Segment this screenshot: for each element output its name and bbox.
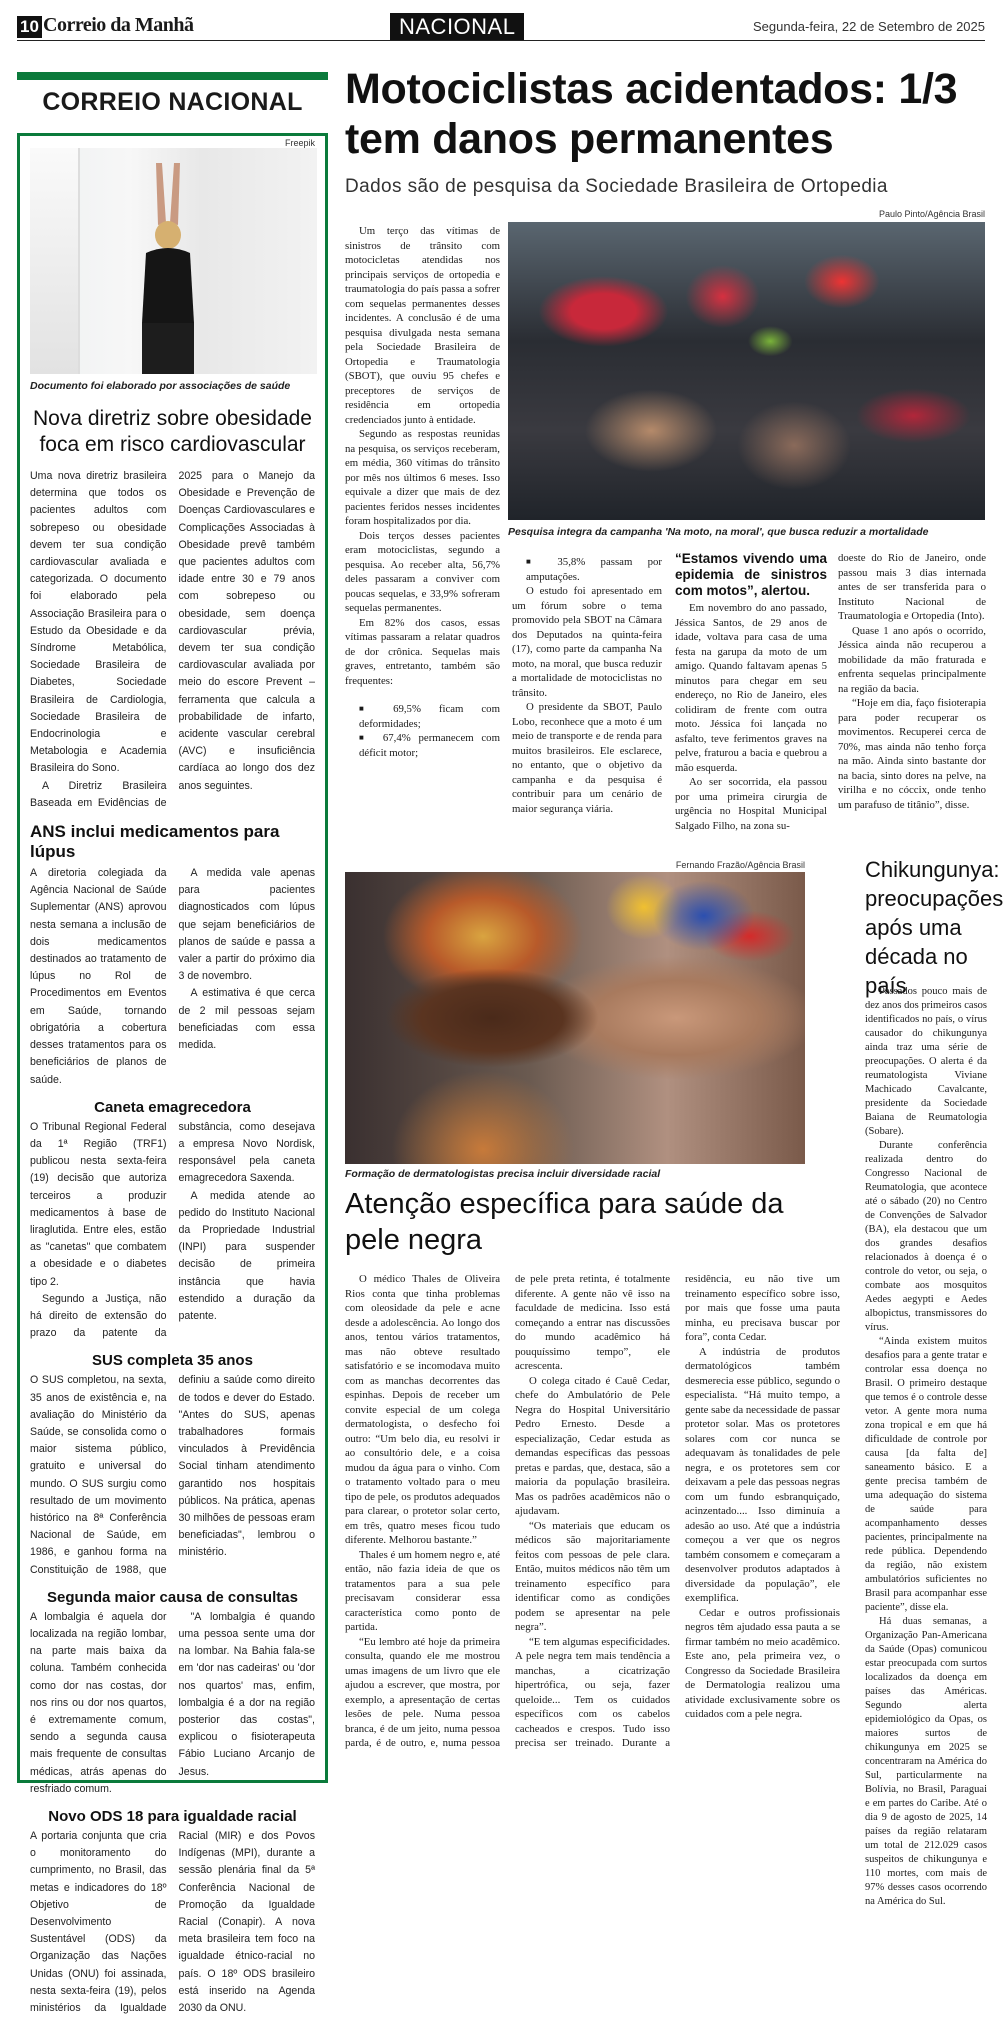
paragraph: Segundo a Justiça, não há direito de extensão do prazo da patente da substância, como desejava a empresa Novo Nordisk, responsável pela caneta emagrecedora Saxenda. — [30, 1120, 315, 1340]
paragraph: O presidente da SBOT, Paulo Lobo, reconhece que a moto é um meio de transporte e de renda para muitos brasileiros. Ele esclarece, no entanto, que o objetivo da campanha e da pesquisa é contribuir para um cenário de maior segurança viária. — [512, 701, 662, 815]
photo-credit: Fernando Frazão/Agência Brasil — [675, 860, 805, 870]
article-title: Novo ODS 18 para igualdade racial — [48, 1808, 297, 1826]
main-headline: Motociclistas acidentados: 1/3 tem danos permanentes — [345, 65, 958, 163]
paragraph: “Ainda existem muitos desafios para a gente tratar e controlar essa doença no Brasil. O primeiro destaque que temos é o controle desse vetor. A gente mora numa zona tropical e em que há dificuldade de controle por causa [da falta de] saneamento básico. E a gente precisa também de uma adequação do sistema de saúde para acompanhamento desses pacientes, principalmente na rede pública. Dependendo da região, não existem ambulatórios suficientes no Brasil para acompanhar esse paciente”, disse ela. — [865, 1336, 987, 1613]
paragraph: O SUS completou, na sexta, 35 anos de existência e, na avaliação do Ministério da Saúde, se consolida como o maior sistema público, gratuito e universal do mundo. O SUS surgiu como resultado de um movimento histórico na 8ª Conferência Nacional de Saúde, em 1986, e ganhou forma na Constituição de 1988, que definiu a saúde como direito de todos e dever do Estado. "Antes do SUS, apenas trabalhadores formais vinculados à Previdência Social tinham atendimento garantido nos hospitais públicos. Na prática, apenas 30 milhões de pessoas eram beneficiadas", lembrou o ministério. — [30, 1374, 315, 1576]
smiling-woman-photo — [345, 872, 805, 1164]
paragraph: A diretoria colegiada da Agência Nacional de Saúde Suplementar (ANS) aprovou nesta semana a inclusão de dois medicamentos destinados ao tratamento de lúpus no Rol de Procedimentos em Eventos em Saúde, tornando obrigatória a cobertura desses tratamentos para os beneficiários de planos de saúde. — [30, 867, 167, 1086]
paragraph: Passados pouco mais de dez anos dos primeiros casos identificados no país, o vírus causador do chikungunya ainda traz uma série de preocupações. O alerta é da reumatologista Viviane Machicado Cavalcante, presidente da Sociedade Baiana de Reumatologia (Sobare). — [865, 986, 987, 1137]
paragraph: Um terço das vítimas de sinistros de trânsito com motocicletas atendidas nos principais serviços de ortopedia e traumatologia do país passa a sofrer com sequelas permanentes desses incidentes. A conclusão é de uma pesquisa divulgada nesta semana pela Sociedade Brasileira de Ortopedia e Traumatologia (SBOT), que ouviu 95 chefes e preceptores de serviços de residência em ortopedia credenciados junto à entidade. — [345, 225, 501, 426]
paragraph: A portaria conjunta que cria o monitoramento do cumprimento, no Brasil, das metas e indicadores do 18º Objetivo de Desenvolvimento Sustentável (ODS) da Organização das Nações Unidas (ONU) foi assinada, nesta sexta-feira (19), pelos ministérios da Igualdade Racial (MIR) e dos Povos Indígenas (MPI), durante a sessão plenária final da 5ª Conferência Nacional de Promoção da Igualdade Racial (Conapir). A nova meta brasileira tem foco na igualdade étnico-racial no país. O 18º ODS brasileiro está inserido na Agenda 2030 da ONU. — [30, 1830, 315, 2015]
motorcycle-crowd-photo — [508, 222, 985, 520]
main-subtitle: Dados são de pesquisa da Sociedade Brasileira de Ortopedia — [345, 176, 888, 197]
bullet-item: ■ 35,8% passam por amputações. — [512, 555, 662, 584]
newspaper-logo: Correio da Manhã — [43, 14, 194, 36]
paragraph: O colega citado é Cauê Cedar, chefe do Ambulatório de Pele Negra do Hospital Universitário Pedro Ernesto. Desde a especialização, Cedar estuda as demandas específicas das pessoas pretas e pardas, que, destaca, são a maioria da população brasileira. Mas os padrões acadêmicos não o ajudavam. — [515, 1374, 670, 1517]
pull-quote: “Estamos vivendo uma epidemia de sinistros com motos”, alertou. — [675, 551, 827, 598]
paragraph: Quase 1 ano após o ocorrido, Jéssica ainda não recuperou a mobilidade da mão fraturada e enfrenta sequelas principalmente na região da bacia. — [838, 624, 986, 695]
article-title: Segunda maior causa de consultas — [47, 1588, 298, 1606]
article-title: Caneta emagrecedora — [94, 1098, 251, 1116]
paragraph: Thales é um homem negro e, até então, não fazia ideia de que os tratamentos para a sua pele precisavam considerar essa característica como ponto de partida. — [345, 1548, 500, 1633]
sidebar-box — [17, 133, 328, 2015]
paragraph: Segundo as respostas reunidas na pesquisa, os serviços receberam, em média, 360 vítimas do trânsito por mês nos últimos 6 meses. Isso equivale a dizer que mais de dez pacientes feridos nesses incidentes foram hospitalizados por dia. — [345, 428, 500, 527]
article-body — [30, 468, 315, 812]
main-column-2 — [512, 555, 662, 816]
photo-caption: Pesquisa integra da campanha 'Na moto, na moral', que busca reduzir a mortalidade — [508, 526, 929, 538]
paragraph: A Diretriz Brasileira Baseada em Evidências de 2025 para o Manejo da Obesidade e Prevenção de Doenças Cardiovasculares e Complicações Associadas à Obesidade prevê também que pacientes adultos com idade entre 30 e 79 anos com sobrepeso ou obesidade, sem doença cardiovascular prévia, devem ter sua condição cardiovascular avaliada por meio do escore Prevent – ferramenta que calcula a probabilidade de infarto, acidente vascular cerebral (AVC) e insuficiência cardíaca ao longo dos dez anos seguintes. — [30, 470, 315, 809]
paragraph: O médico Thales de Oliveira Rios conta que tinha problemas com oleosidade da pele e acne desde a adolescência. Ao longo dos anos, tentou vários tratamentos, mas não obteve resultado satisfatório e se incomodava muito com as manchas decorrentes das espinhas. Depois de receber um convite especial de um colega dermatologista, o desfecho foi outro: “Um belo dia, eu resolvi ir ao consultório dele, e a coisa mudou da água para o vinho. Com o tratamento voltado para o meu tipo de pele, os produtos adequados para clarear, o protetor solar certo, em três, quatro meses ficou tudo diferente. Melhorou bastante.” — [345, 1273, 500, 1546]
article-title: SUS completa 35 anos — [92, 1352, 253, 1370]
photo-credit: Freepik — [284, 138, 315, 148]
article-body — [30, 1119, 315, 1343]
paragraph: A lombalgia é aquela dor localizada na região lombar, na parte mais baixa da coluna. Também conhecida como dor nas costas, dor nos rins ou dor nos quartos, é extremamente comum, sendo a segunda causa mais frequente de consultas médicas, atrás apenas do resfriado comum. — [30, 1610, 167, 1795]
paragraph: A medida atende ao pedido do Instituto Nacional da Propriedade Industrial (INPI) para suspender decisão de primeira instância que havia estendido a duração da patente. — [178, 1189, 315, 1322]
paragraph: Cedar e outros profissionais negros têm ajudado essa pauta a se firmar também no meio acadêmico. Este ano, pela primeira vez, o Congresso da Sociedade Brasileira de Dermatologia realizou uma atividade exclusivamente sobre os cuidados com a pele negra. — [685, 1606, 840, 1720]
article-body — [30, 865, 315, 1089]
sidebar-photo — [30, 148, 317, 374]
article-title: Nova diretriz sobre obesidade foca em risco cardiovascular — [33, 407, 312, 456]
main-column-4 — [838, 551, 986, 812]
sidebar-title: CORREIO NACIONAL — [42, 88, 303, 116]
main-column-1 — [345, 224, 500, 760]
paragraph: Uma nova diretriz brasileira determina que todos os pacientes adultos com sobrepeso ou obesidade devem ter sua condição cardiovascular avaliada e categorizada. O documento foi elaborado pela Associação Brasileira para o Estudo da Obesidade e da Síndrome Metabólica, Sociedade Brasileira de Diabetes, Sociedade Brasileira de Cardiologia, Sociedade Brasileira de Endocrinologia e Metabologia e Academia Brasileira do Sono. — [30, 470, 167, 775]
main-column-3 — [675, 551, 827, 833]
chikungunya-body — [865, 985, 987, 1909]
article-body — [30, 1828, 315, 2017]
paragraph: A medida vale apenas para pacientes diagnosticados com lúpus que sejam beneficiários de planos de saúde e passa a valer a partir do próximo dia 3 de novembro. — [178, 867, 315, 983]
paragraph: Em novembro do ano passado, Jéssica Santos, de 29 anos de idade, voltava para casa de uma festa na garupa da moto de um amigo. Quando faltavam apenas 5 minutos para chegar em seu endereço, no Rio de Janeiro, eles colidiram de frente com outra moto. Jéssica foi lançada no asfalto, teve ferimentos graves na pelve, fraturou a bacia e quebrou a mão esquerda. — [675, 602, 827, 774]
paragraph: “Hoje em dia, faço fisioterapia para poder recuperar os movimentos. Recuperei cerca de 70%, mas ainda não tenho força na mão. Ainda sinto bastante dor na bacia, sinto dores na pelve, na virilha e no cóccix, onde tenho um parafuso de titânio”, disse. — [838, 697, 986, 811]
article-body — [30, 1372, 315, 1578]
paragraph: Ao ser socorrida, ela passou por uma primeira cirurgia de urgência no Hospital Municipal Salgado Filho, na zona su- — [675, 776, 827, 832]
header-rule — [17, 40, 985, 41]
paragraph: “Eu lembro até hoje da primeira consulta, quando ele me mostrou umas imagens de um livro que ele ajudou a escrever, que mostra, por exemplo, a apresentação de certas lesões de pele. Numa pessoa branca, é de um jeito, numa pessoa parda, é de outro, e, numa pessoa de pele preta retinta, é totalmente diferente. A gente não vê isso na faculdade de medicina. Isso está começando a entrar nas discussões do mundo acadêmico há pouquíssimo tempo”, ele acrescenta. — [345, 1273, 670, 1749]
photo-caption: Documento foi elaborado por associações de saúde — [30, 380, 291, 392]
section-label: NACIONAL — [390, 13, 524, 40]
paragraph: A indústria de produtos dermatológicos também desmerecia esse público, segundo o especialista. “Há muito tempo, a gente sabe da necessidade de passar protetor solar. Mas os protetores solares com cor nunca se adequavam às tonalidades de pele negra, e os protetores sem cor deixavam a pele das pessoas negras com um fundo esbranquiçado, acinzentado.... Isso diminuía a adesão ao uso. Até que a indústria começou a ver que os negros também consomem e começaram a desenvolver produtos adaptados à diversidade da população”, ele exemplifica. — [685, 1345, 840, 1604]
window-graphic — [30, 148, 80, 374]
paragraph: A estimativa é que cerca de 2 mil pessoas sejam beneficiadas com essa medida. — [178, 987, 315, 1052]
photo-credit: Paulo Pinto/Agência Brasil — [878, 209, 985, 219]
paragraph: doeste do Rio de Janeiro, onde passou mais 3 dias internada antes de ser transferida para o Instituto Nacional de Traumatologia e Ortopedia (Into). — [838, 552, 986, 622]
skin-article-body — [345, 1272, 840, 1751]
paragraph: Dois terços desses pacientes eram motociclistas, segundo a pesquisa. Ao receber alta, 56,7% deles passaram a conviver com poucas sequelas, e 33,9% sofreram sequelas permanentes. — [345, 529, 500, 614]
paragraph: “E tem algumas especificidades. A pele negra tem mais tendência a manchas, a cicatrização hipertrófica, ou seja, fazer queloide... Tem os cuidados específicos com os cabelos cacheados e crespos. Tudo isso precisa ser treinado. Durante a residência, eu não tive um treinamento específico sobre isso, por mais que fosse uma pauta minha, eu precisava buscar por fora”, conta Cedar. — [515, 1273, 840, 1749]
article-title: ANS inclui medicamentos para lúpus — [30, 822, 280, 862]
paragraph: O estudo foi apresentado em um fórum sobre o tema promovido pela SBOT na Câmara dos Deputados na quinta-feira (17), como parte da campanha Na moto, na moral, que busca reduzir a mortalidade de motociclistas no trânsito. — [512, 585, 662, 699]
paragraph: O Tribunal Regional Federal da 1ª Região (TRF1) publicou nesta sexta-feira (19) decisão que autoriza terceiros a produzir medicamentos à base de liraglutida. Entre eles, estão as "canetas" que combatem a obesidade e o diabetes tipo 2. — [30, 1120, 167, 1288]
chikungunya-headline: Chikungunya: preocupações após uma década no país — [865, 857, 1003, 998]
sidebar-accent-bar — [17, 72, 328, 80]
bullet-item: ■ 69,5% ficam com deformidades; — [345, 702, 500, 731]
paragraph: Há duas semanas, a Organização Pan-Americana da Saúde (Opas) comunicou estar preocupada com surtos localizados da doença em países das Américas. Segundo alerta epidemiológico da Opas, os maiores surtos de chikungunya em 2025 se concentraram na América do Sul, particularmente na Bolívia, no Brasil, Paraguai e em partes do Caribe. Até o dia 9 de agosto de 2025, 14 países da região relataram um total de 212.029 casos suspeitos de chikungunya e 110 mortes, com mais de 97% desses casos ocorrendo na América do Sul. — [865, 1616, 987, 1907]
paragraph: "A lombalgia é quando uma pessoa sente uma dor na lombar. Na Bahia fala-se em 'dor nas cadeiras' ou 'dor nos quartos' mas, enfim, lombalgia é a dor na região posterior das costas", explicou o fisioterapeuta Fábio Luciano Arcanjo de Jesus. — [178, 1610, 315, 1778]
page-number: 10 — [17, 16, 42, 38]
issue-date: Segunda-feira, 22 de Setembro de 2025 — [752, 19, 985, 34]
photo-caption: Formação de dermatologistas precisa incluir diversidade racial — [345, 1168, 661, 1180]
paragraph: “Os materiais que educam os médicos são majoritariamente feitos com pessoas de pele clara. Então, muitos médicos não têm um treinamento específico para identificar como as condições podem se apresentar na pele negra”. — [515, 1519, 670, 1633]
article-body — [30, 1609, 315, 1798]
bullet-item: ■ 67,4% permanecem com déficit motor; — [345, 731, 500, 760]
woman-figure-graphic — [128, 163, 208, 374]
skin-headline: Atenção específica para saúde da pele negra — [345, 1188, 784, 1256]
paragraph: Em 82% dos casos, essas vítimas passaram a relatar quadros de dor crônica. Sequelas mais graves, entretanto, também são frequentes: — [345, 616, 500, 687]
paragraph: Durante conferência realizada dentro do Congresso Nacional de Reumatologia, que acontece até o sábado (20) no Centro de Convenções de Salvador (BA), ela destacou que um dos grandes desafios relacionados à doença é o controle do vetor, ou seja, o combate aos mosquitos Aedes aegypti e Aedes albopictus, transmissores do vírus. — [865, 1140, 987, 1333]
